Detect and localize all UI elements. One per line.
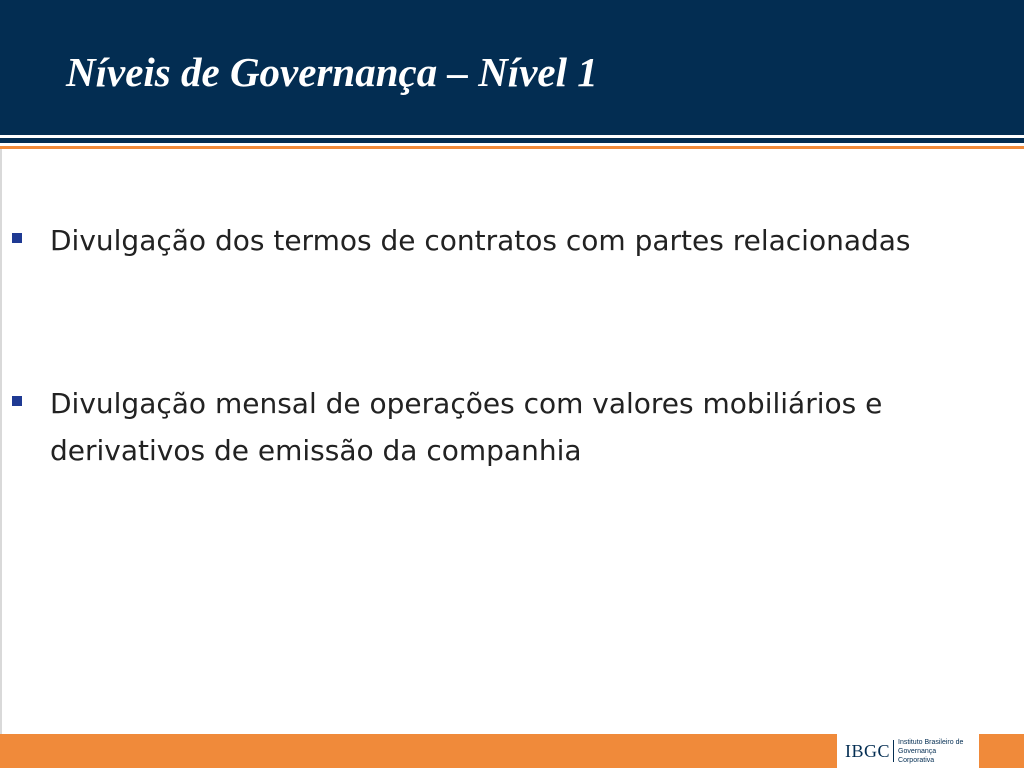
slide-title: Níveis de Governança – Nível 1 (66, 49, 598, 95)
bullet-text: Divulgação dos termos de contratos com partes relacionadas (50, 224, 911, 257)
slide-header (0, 0, 1024, 135)
logo-separator (893, 740, 894, 762)
header-divider-orange (0, 146, 1024, 149)
square-bullet-icon (12, 396, 22, 406)
logo-subtitle: Instituto Brasileiro de Governança Corporativa (898, 738, 964, 764)
square-bullet-icon (12, 233, 22, 243)
bullet-text: Divulgação mensal de operações com valores mobiliários e derivativos de emissão da companhia (50, 387, 883, 467)
left-border-line (0, 149, 2, 734)
logo-wordmark: IBGC (845, 740, 891, 761)
ibgc-logo (837, 734, 979, 768)
